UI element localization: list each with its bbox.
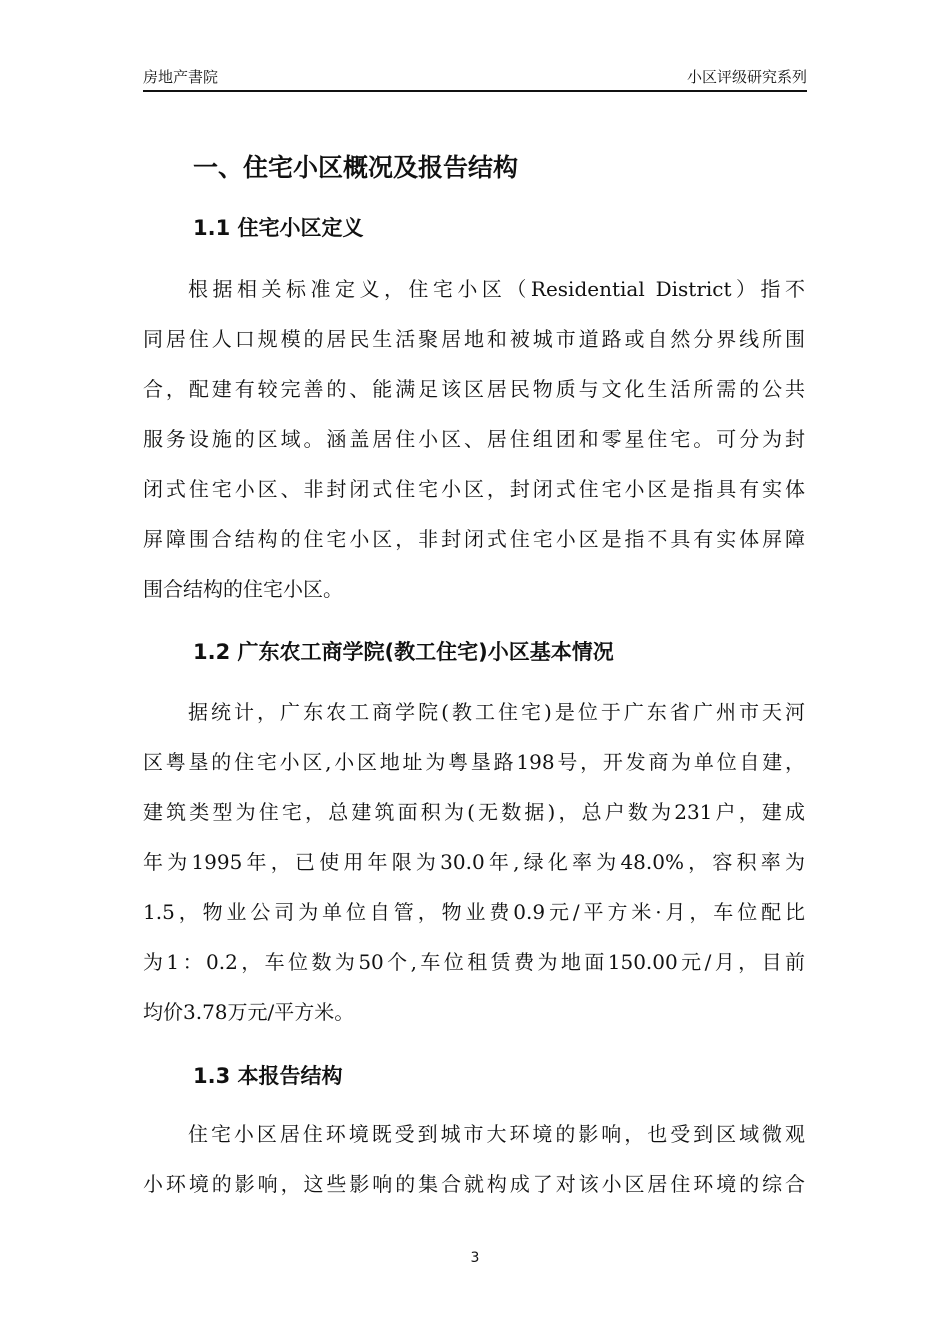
paragraph-line: 服务设施的区域。涵盖居住小区、居住组团和零星住宅。可分为封 <box>143 427 805 451</box>
header-right: 小区评级研究系列 <box>686 68 807 86</box>
paragraph-line: 均价3.78万元/平方米。 <box>143 1000 355 1024</box>
page-number: 3 <box>470 1250 480 1266</box>
section-heading: 1.1 住宅小区定义 <box>193 216 364 240</box>
paragraph-line: 围合结构的住宅小区。 <box>143 577 343 601</box>
paragraph-line: 据统计，广东农工商学院(教工住宅)是位于广东省广州市天河 <box>188 700 805 724</box>
paragraph-line: 1.5，物业公司为单位自管，物业费0.9元/平方米·月，车位配比 <box>143 900 805 924</box>
paragraph-line: 小环境的影响，这些影响的集合就构成了对该小区居住环境的综合 <box>143 1172 805 1196</box>
paragraph-line: 为1：0.2，车位数为50个,车位租赁费为地面150.00元/月，目前 <box>143 950 805 974</box>
paragraph-line: 合，配建有较完善的、能满足该区居民物质与文化生活所需的公共 <box>143 377 805 401</box>
paragraph-line: 闭式住宅小区、非封闭式住宅小区，封闭式住宅小区是指具有实体 <box>143 477 805 501</box>
section-heading: 1.3 本报告结构 <box>193 1064 343 1088</box>
paragraph-line: 屏障围合结构的住宅小区，非封闭式住宅小区是指不具有实体屏障 <box>143 527 805 551</box>
chapter-title: 一、住宅小区概况及报告结构 <box>193 153 519 182</box>
paragraph-line: 年为1995年，已使用年限为30.0年,绿化率为48.0%，容积率为 <box>143 850 805 874</box>
section-heading: 1.2 广东农工商学院(教工住宅)小区基本情况 <box>193 640 614 664</box>
paragraph-line: 根据相关标准定义，住宅小区（Residential District）指不 <box>188 277 805 301</box>
paragraph-line: 建筑类型为住宅，总建筑面积为(无数据)，总户数为231户，建成 <box>143 800 805 824</box>
paragraph-line: 住宅小区居住环境既受到城市大环境的影响，也受到区域微观 <box>188 1122 805 1146</box>
header-left: 房地产書院 <box>143 68 219 86</box>
header-rule <box>143 90 807 92</box>
paragraph-line: 同居住人口规模的居民生活聚居地和被城市道路或自然分界线所围 <box>143 327 805 351</box>
paragraph-line: 区粤垦的住宅小区,小区地址为粤垦路198号，开发商为单位自建， <box>143 750 805 774</box>
